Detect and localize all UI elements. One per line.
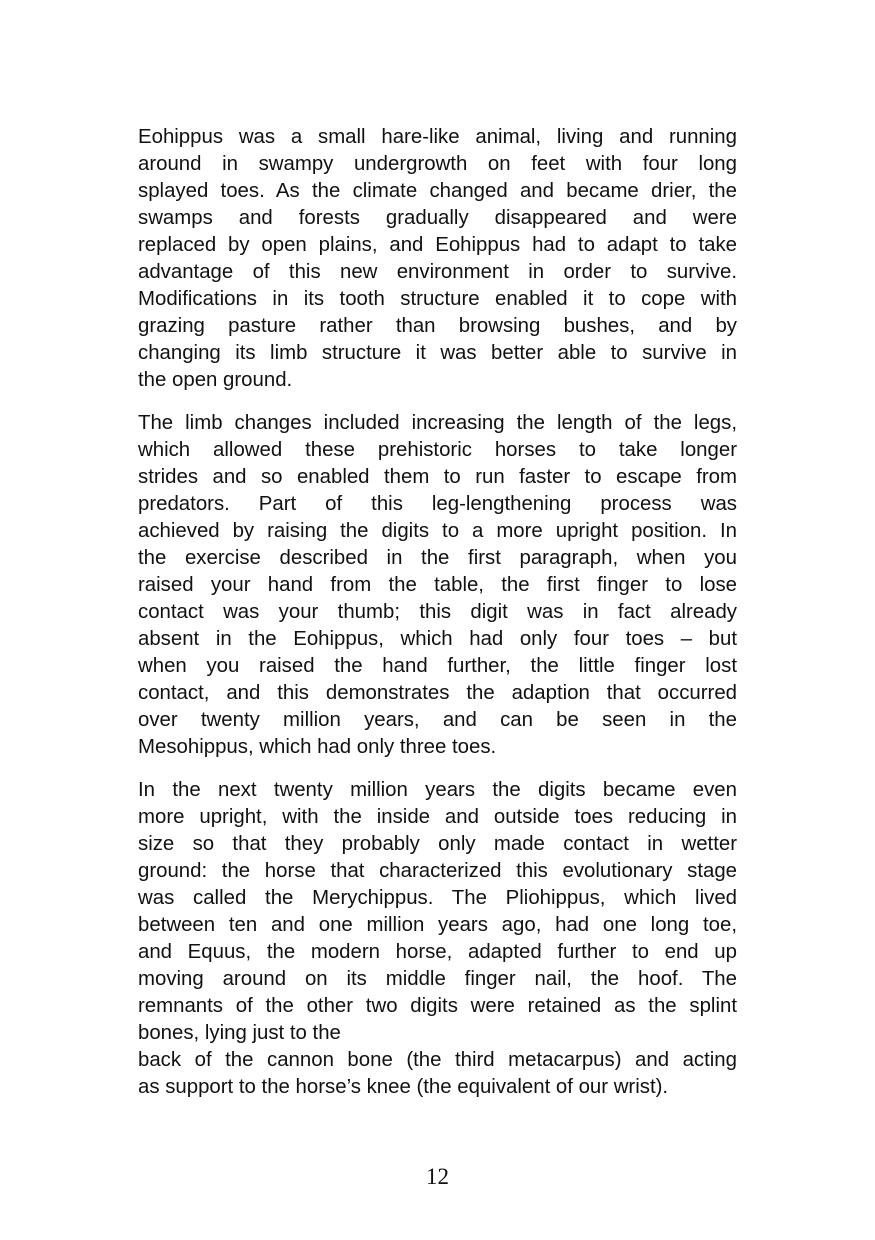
- text-line: size so that they probably only made contact in wetter: [138, 833, 737, 855]
- text-line: achieved by raising the digits to a more upright position. In: [138, 520, 737, 542]
- text-line: contact was your thumb; this digit was in fact already: [138, 601, 737, 623]
- text-line: remnants of the other two digits were retained as the splint: [138, 995, 737, 1017]
- text-line: absent in the Eohippus, which had only four toes – but: [138, 628, 737, 650]
- text-line: grazing pasture rather than browsing bushes, and by: [138, 315, 737, 337]
- text-line: when you raised the hand further, the little finger lost: [138, 655, 737, 677]
- paragraph-2: [138, 410, 737, 761]
- text-line: splayed toes. As the climate changed and became drier, the: [138, 180, 737, 202]
- text-line: predators. Part of this leg-lengthening process was: [138, 493, 737, 515]
- text-line: bones, lying just to the: [138, 1022, 341, 1044]
- text-line: raised your hand from the table, the first finger to lose: [138, 574, 737, 596]
- text-line: ground: the horse that characterized this evolutionary stage: [138, 860, 737, 882]
- text-line: contact, and this demonstrates the adaption that occurred: [138, 682, 737, 704]
- text-line: In the next twenty million years the digits became even: [138, 779, 737, 801]
- text-line: replaced by open plains, and Eohippus had to adapt to take: [138, 234, 737, 256]
- text-line: the exercise described in the first paragraph, when you: [138, 547, 737, 569]
- text-line: more upright, with the inside and outside toes reducing in: [138, 806, 737, 828]
- text-line: swamps and forests gradually disappeared and were: [138, 207, 737, 229]
- text-line: over twenty million years, and can be seen in the: [138, 709, 737, 731]
- text-line: back of the cannon bone (the third metacarpus) and acting: [138, 1049, 737, 1071]
- text-line: was called the Merychippus. The Pliohippus, which lived: [138, 887, 737, 909]
- body-text: [138, 124, 737, 1101]
- text-line: as support to the horse’s knee (the equivalent of our wrist).: [138, 1076, 669, 1098]
- text-line: around in swampy undergrowth on feet with four long: [138, 153, 737, 175]
- paragraph-1: [138, 124, 737, 394]
- text-line: changing its limb structure it was better able to survive in: [138, 342, 737, 364]
- text-line: strides and so enabled them to run faster to escape from: [138, 466, 737, 488]
- text-line: and Equus, the modern horse, adapted further to end up: [138, 941, 737, 963]
- text-line: moving around on its middle finger nail, the hoof. The: [138, 968, 737, 990]
- text-line: between ten and one million years ago, had one long toe,: [138, 914, 737, 936]
- text-line: The limb changes included increasing the length of the legs,: [138, 412, 737, 434]
- page-number: 12: [426, 1164, 449, 1189]
- paragraph-4: [138, 1047, 737, 1101]
- text-line: Mesohippus, which had only three toes.: [138, 736, 497, 758]
- text-line: Eohippus was a small hare-like animal, living and running: [138, 126, 737, 148]
- paragraph-3: [138, 777, 737, 1047]
- text-line: the open ground.: [138, 369, 293, 391]
- text-line: Modifications in its tooth structure enabled it to cope with: [138, 288, 737, 310]
- text-line: which allowed these prehistoric horses to take longer: [138, 439, 737, 461]
- text-line: advantage of this new environment in order to survive.: [138, 261, 737, 283]
